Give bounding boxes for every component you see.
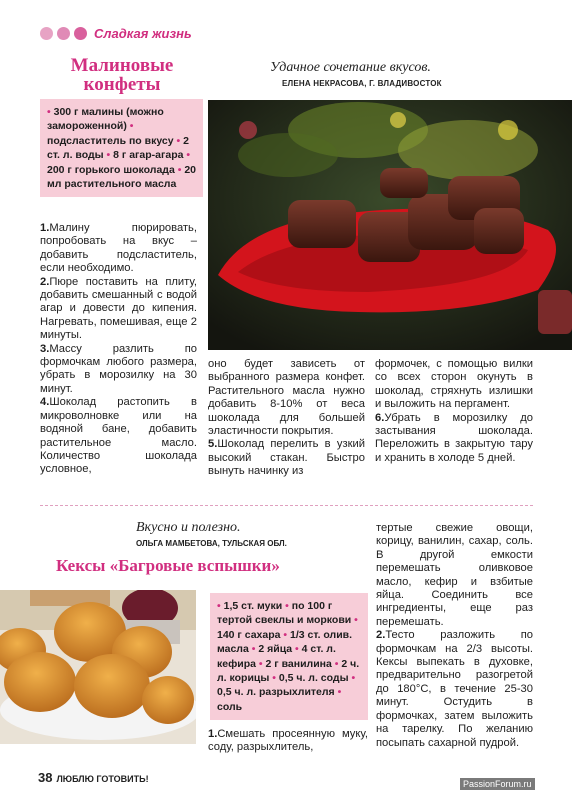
ingredient: 0,5 ч. л. разрыхлителя: [217, 686, 335, 699]
step: 3.Массу разлить по формочкам любого размера, убрать в морозилку на 30 минут.: [40, 342, 197, 395]
ingredient: 1/3 ст. олив. масла: [217, 628, 353, 656]
recipe1-author: ЕЛЕНА НЕКРАСОВА, Г. ВЛАДИВОСТОК: [282, 79, 442, 88]
ingredient: 2 яйца: [258, 643, 293, 656]
step: тертые свежие овощи, корицу, ванилин, сахар, соль. В другой емкости перемешать оливковое масло, кефир и взбитые яйца. Соединить все ингредиенты, еще раз перемешать.: [376, 522, 533, 628]
watermark: PassionForum.ru: [460, 778, 535, 790]
ingredient: 2 г ванилина: [265, 657, 332, 670]
step: 5.Шоколад перелить в узкий высокий стакан. Быстро вынуть начинку из: [208, 438, 365, 478]
step: 1.Малину пюрировать, попробовать на вкус – добавить подсластитель, если необходимо.: [40, 222, 197, 275]
recipe1-ingredients: • 300 г малины (можно замороженной) • подсластитель по вкусу • 2 ст. л. воды • 8 г агар-агара • 200 г горького шоколада • 20 мл растительного масла: [40, 99, 203, 197]
step: 1.Смешать просеянную муку, соду, разрыхлитель,: [208, 728, 368, 754]
recipe2-author: ОЛЬГА МАМБЕТОВА, ТУЛЬСКАЯ ОБЛ.: [136, 539, 287, 548]
recipe1-title: Малиновые конфеты: [70, 55, 174, 95]
ingredient: соль: [217, 700, 243, 713]
magazine-name: ЛЮБЛЮ ГОТОВИТЬ!: [56, 774, 149, 784]
ingredient: 200 г горького шоколада: [47, 163, 175, 176]
cupcakes-photo: [0, 590, 196, 744]
recipe1-column-1: [40, 222, 197, 477]
page-number: 38: [38, 770, 53, 785]
ingredient: 140 г сахара: [217, 628, 281, 641]
ingredient: 8 г агар-агара: [113, 149, 184, 162]
recipe1-column-2: [208, 358, 365, 479]
ingredient: 0,5 ч. л. соды: [278, 672, 349, 685]
dot-icon: [40, 27, 53, 40]
dot-icon: [74, 27, 87, 40]
step: 4.Шоколад растопить в микроволновке или на водяной бане, добавить растительное масло. Количество шоколада условное,: [40, 396, 197, 476]
ingredient: 300 г малины (можно замороженной): [47, 106, 164, 133]
step: 6.Убрать в морозилку до застывания шоколада. Переложить в закрытую тару и хранить в холоде 5 дней.: [375, 411, 533, 464]
recipe2-ingredients: • 1,5 ст. муки • по 100 г тертой свеклы и моркови • 140 г сахара • 1/3 ст. олив. масла • 2 яйца • 4 ст. л. кефира • 2 г ванилина • 2 ч. л. корицы • 0,5 ч. л. соды • 0,5 ч. л. разрыхлителя • соль: [210, 593, 368, 720]
page-footer: [38, 770, 149, 785]
ingredient: по 100 г тертой свеклы и моркови: [217, 600, 352, 627]
recipe2-column-3: [376, 522, 533, 750]
recipe2-column-2: [208, 728, 368, 755]
recipe2-title: Кексы «Багровые вспышки»: [56, 556, 280, 575]
section-divider: [40, 505, 533, 506]
recipe1-tagline: Удачное сочетание вкусов.: [270, 60, 431, 75]
dot-icon: [57, 27, 70, 40]
step: 2.Пюре поставить на плиту, добавить смешанный с водой агар и довести до кипения. Нагревать, помешивая, еще 2 минуты.: [40, 275, 197, 342]
section-dots: [40, 27, 87, 40]
ingredient: 1,5 ст. муки: [223, 600, 283, 612]
section-title: Сладкая жизнь: [94, 26, 192, 41]
ingredient: 4 ст. л. кефира: [217, 643, 336, 670]
step: формочек, с помощью вилки со всех сторон окунуть в шоколад, стряхнуть излишки и выложить на пергамент.: [375, 358, 533, 411]
ingredient: 2 ч. л. корицы: [217, 657, 360, 685]
ingredient: 2 ст. л. воды: [47, 134, 189, 162]
step: оно будет зависеть от выбранного размера конфет. Растительного масла нужно добавить 8-10% от веса шоколада для большей эластичности покрытия.: [208, 358, 365, 438]
candies-photo: [208, 100, 572, 350]
recipe1-column-3: [375, 358, 533, 465]
step: 2.Тесто разложить по формочкам на 2/3 высоты. Кексы выпекать в духовке, предварительно разогретой до 180°С, в течение 25-30 минут. Остудить в формочках, затем выложить на тарелку. По желанию посыпать сахарной пудрой.: [376, 629, 533, 749]
ingredient: подсластитель по вкусу: [47, 134, 174, 147]
ingredient: 20 мл растительного масла: [47, 163, 197, 191]
recipe2-tagline: Вкусно и полезно.: [136, 520, 241, 535]
